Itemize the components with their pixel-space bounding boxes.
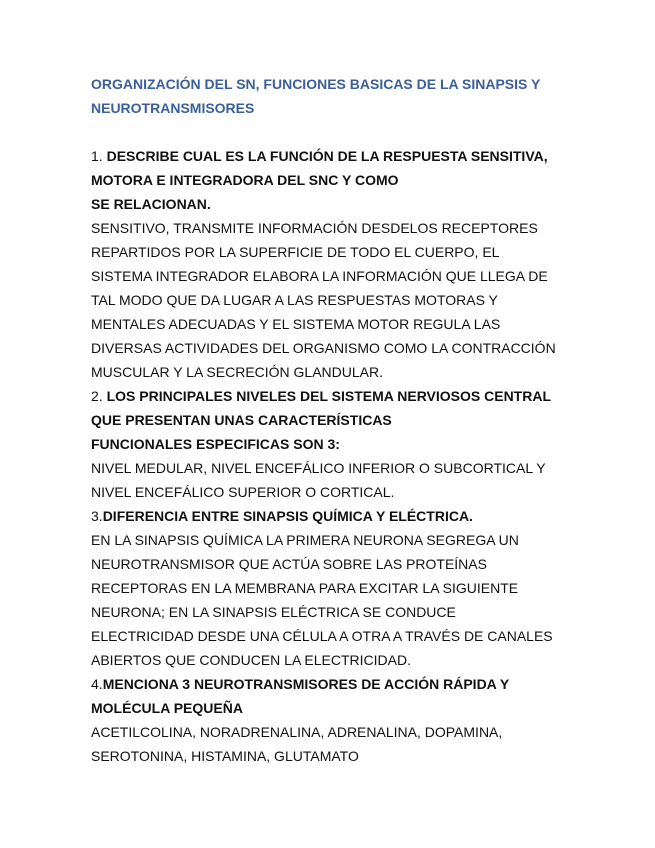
answer-line: MENTALES ADECUADAS Y EL SISTEMA MOTOR REGULA LAS: [91, 316, 501, 332]
answer: [91, 456, 611, 504]
question-line: MOTORA E INTEGRADORA DEL SNC Y COMO: [91, 172, 399, 188]
answer-line: RECEPTORAS EN LA MEMBRANA PARA EXCITAR LA SIGUIENTE: [91, 580, 519, 596]
section-1: [91, 144, 611, 384]
answer-line: REPARTIDOS POR LA SUPERFICIE DE TODO EL CUERPO, EL: [91, 244, 500, 260]
question-number: 4.: [91, 676, 103, 692]
section-4: [91, 672, 611, 768]
question-line: 1. DESCRIBE CUAL ES LA FUNCIÓN DE LA RESPUESTA SENSITIVA,: [91, 148, 548, 164]
answer-line: TAL MODO QUE DA LUGAR A LAS RESPUESTAS MOTORAS Y: [91, 292, 498, 308]
question-line: 4.MENCIONA 3 NEUROTRANSMISORES DE ACCIÓN RÁPIDA Y: [91, 676, 510, 692]
question: [91, 384, 611, 456]
answer-line: DIVERSAS ACTIVIDADES DEL ORGANISMO COMO LA CONTRACCIÓN: [91, 340, 556, 356]
section-2: [91, 384, 611, 504]
answer-line: NEUROTRANSMISOR QUE ACTÚA SOBRE LAS PROTEÍNAS: [91, 556, 487, 572]
answer: [91, 528, 611, 672]
answer-line: ABIERTOS QUE CONDUCEN LA ELECTRICIDAD.: [91, 652, 411, 668]
question: [91, 144, 611, 216]
answer-line: MUSCULAR Y LA SECRECIÓN GLANDULAR.: [91, 364, 384, 380]
question-line: SE RELACIONAN.: [91, 196, 211, 212]
answer: [91, 216, 611, 384]
title-line: ORGANIZACIÓN DEL SN, FUNCIONES BASICAS DE LA SINAPSIS Y: [91, 76, 541, 92]
question: [91, 504, 611, 528]
question: [91, 672, 611, 720]
answer-line: ACETILCOLINA, NORADRENALINA, ADRENALINA, DOPAMINA,: [91, 724, 503, 740]
answer-line: SEROTONINA, HISTAMINA, GLUTAMATO: [91, 748, 359, 764]
answer-line: SISTEMA INTEGRADOR ELABORA LA INFORMACIÓN QUE LLEGA DE: [91, 268, 548, 284]
question-line: FUNCIONALES ESPECIFICAS SON 3:: [91, 436, 340, 452]
question-line: 3.DIFERENCIA ENTRE SINAPSIS QUÍMICA Y ELÉCTRICA.: [91, 508, 473, 524]
answer-line: SENSITIVO, TRANSMITE INFORMACIÓN DESDELOS RECEPTORES: [91, 220, 538, 236]
question-number: 2.: [91, 388, 107, 404]
answer-line: NIVEL ENCEFÁLICO SUPERIOR O CORTICAL.: [91, 484, 395, 500]
document-title: [91, 72, 611, 120]
answer-line: NIVEL MEDULAR, NIVEL ENCEFÁLICO INFERIOR O SUBCORTICAL Y: [91, 460, 546, 476]
spacer: [91, 120, 611, 144]
answer-line: ELECTRICIDAD DESDE UNA CÉLULA A OTRA A TRAVÉS DE CANALES: [91, 628, 553, 644]
section-3: [91, 504, 611, 672]
question-line: QUE PRESENTAN UNAS CARACTERÍSTICAS: [91, 412, 392, 428]
answer-line: EN LA SINAPSIS QUÍMICA LA PRIMERA NEURONA SEGREGA UN: [91, 532, 519, 548]
question-line: MOLÉCULA PEQUEÑA: [91, 700, 243, 716]
title-line: NEUROTRANSMISORES: [91, 100, 255, 116]
answer: [91, 720, 611, 768]
answer-line: NEURONA; EN LA SINAPSIS ELÉCTRICA SE CONDUCE: [91, 604, 456, 620]
document-page: [91, 72, 611, 768]
question-number: 3.: [91, 508, 103, 524]
question-number: 1.: [91, 148, 107, 164]
question-line: 2. LOS PRINCIPALES NIVELES DEL SISTEMA NERVIOSOS CENTRAL: [91, 388, 552, 404]
